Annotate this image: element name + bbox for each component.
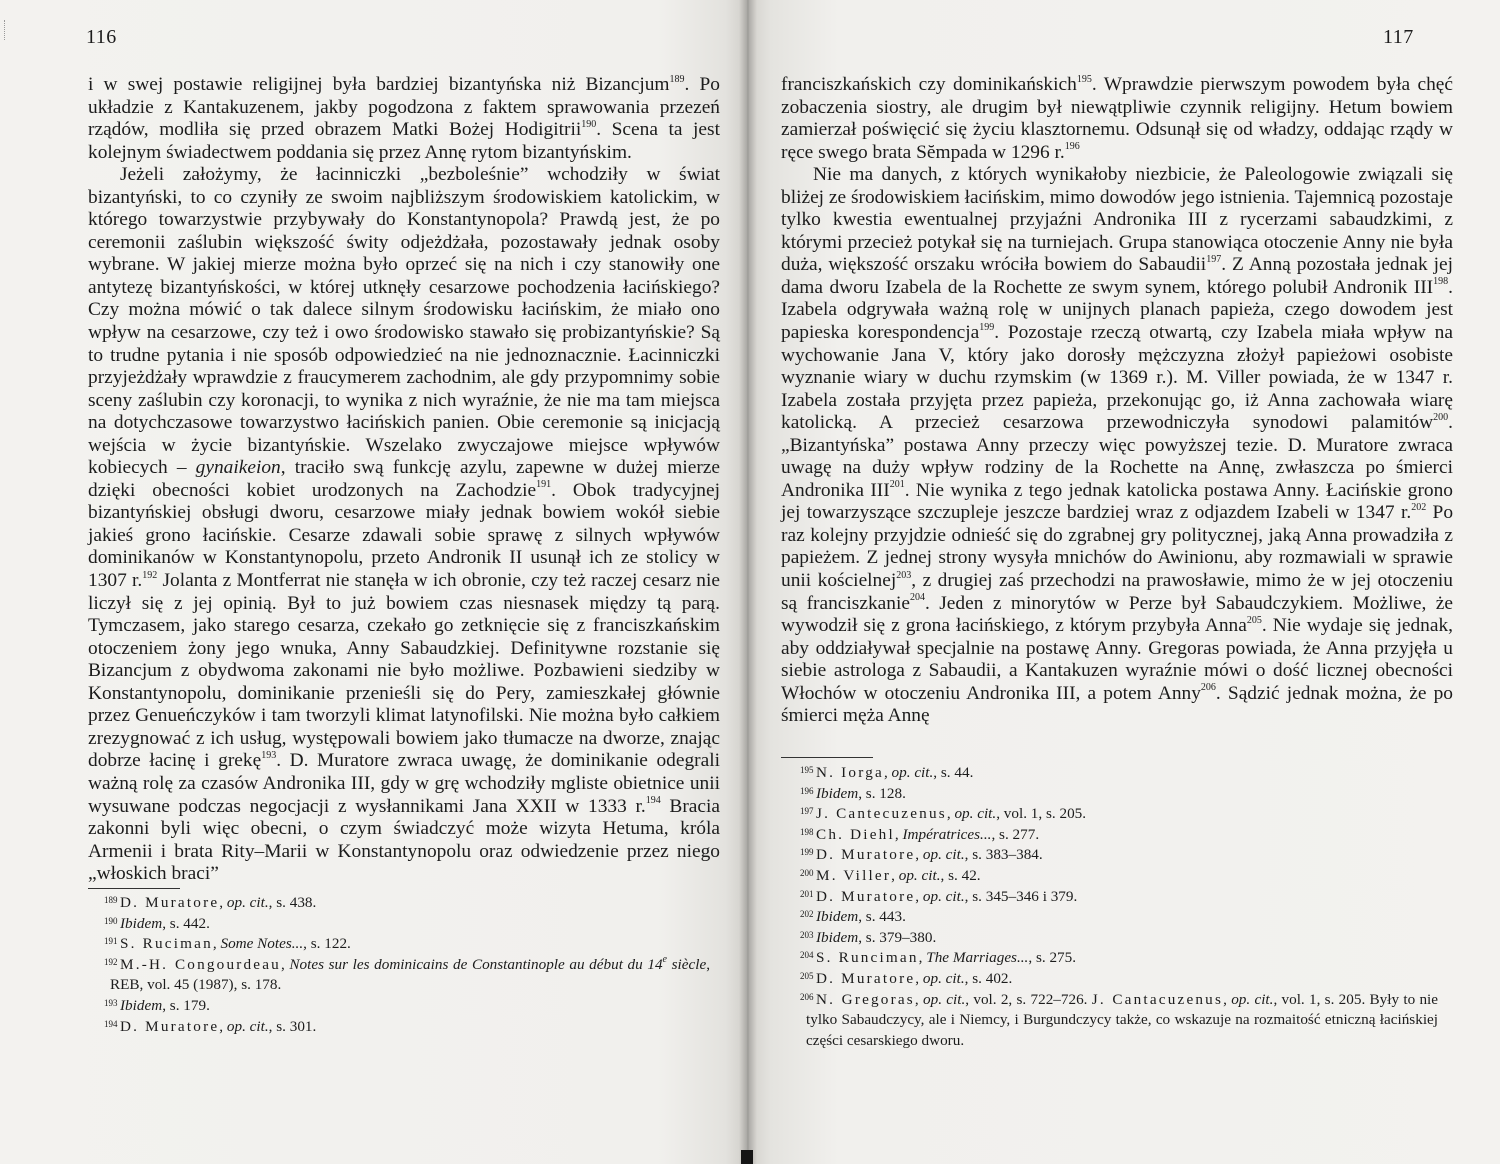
italic-text: Ibidem — [816, 928, 859, 946]
footnote-number: 189 — [104, 895, 118, 905]
footnote-marker: 195 — [1076, 73, 1092, 85]
text-run: , — [914, 990, 924, 1008]
text-run: , s. 179. — [162, 996, 210, 1014]
text-run: , s. 44. — [933, 764, 974, 781]
italic-text: Ibidem — [120, 914, 163, 932]
footnote-text — [816, 764, 973, 781]
author-name: N. Gregoras — [816, 990, 915, 1008]
text-run: , — [918, 949, 927, 967]
author-name: J. Cantacuzenus — [1091, 990, 1224, 1008]
text-run: , — [915, 887, 923, 905]
footnote-number: 204 — [800, 950, 814, 961]
footnote-number: 195 — [800, 765, 814, 775]
footnote-text — [120, 1018, 316, 1035]
footnote-text — [110, 953, 710, 994]
footnote-text — [120, 997, 210, 1014]
italic-text: op. cit. — [954, 805, 997, 823]
author-name: Ch. Diehl — [816, 825, 895, 843]
footnote-text — [816, 949, 1076, 966]
footnote-marker: 189 — [669, 73, 685, 85]
text-run: Nie ma danych, z których wynikałoby niezbicie, że Paleologowie związali się bliżej ze środowiskiem łacińskim, mimo dowodów jego istnienia. Tajemnicą pozostaje tylko kwestia ewentualnej przyjaźni Andronika III z rycerzami sabaudzkimi, z którymi przecież potykał się na turniejach. Grupa stanowiąca otoczenie Anny nie była duża, większość orszaku wróciła bowiem do Sabaudii — [781, 164, 1453, 276]
text-run: , s. 277. — [991, 825, 1040, 843]
book-spine — [741, 1150, 753, 1164]
footnote-number: 200 — [800, 867, 814, 878]
text-run: . Nie wynika z tego jednak katolicka postawa Anny. Łacińskie grono jej towarzyszące szczupleje jeszcze bardziej wraz z odjazdem Izabeli w 1347 r. — [781, 479, 1453, 524]
footnote-number: 192 — [104, 956, 118, 967]
footnote-text — [816, 785, 906, 802]
author-name: D. Muratore — [120, 894, 220, 911]
text-run: , s. 379–380. — [858, 928, 937, 946]
text-run: , s. 442. — [162, 914, 210, 932]
text-run: i w swej postawie religijnej była bardziej bizantyńska niż Bizancjum — [88, 74, 670, 95]
footnote-text — [816, 867, 981, 884]
italic-text: Impératrices... — [902, 825, 992, 843]
footnote-marker: 198 — [1433, 276, 1449, 288]
footnote-text — [816, 805, 1086, 822]
text-run: . Jeden z minorytów w Perze był Sabaudczykiem. Możliwe, że wywodził się z grona łacińskiego, z którym przybyła Anna — [781, 592, 1453, 637]
footnote — [800, 907, 1438, 928]
author-name: D. Muratore — [816, 846, 916, 864]
footnote-number: 203 — [800, 929, 814, 940]
text-run: , s. 122. — [303, 935, 351, 953]
footnote — [104, 996, 710, 1017]
italic-text: Ibidem — [816, 908, 859, 926]
footnote-marker: 196 — [1064, 141, 1080, 153]
text-run: , s. 42. — [940, 866, 981, 884]
footnote-text — [120, 894, 316, 911]
footnote — [104, 893, 710, 914]
footnote-text — [816, 826, 1039, 843]
footnote-number: 199 — [800, 847, 814, 858]
footnote-marker: 205 — [1246, 614, 1262, 626]
footnote-text — [816, 908, 906, 925]
italic-text: siècle — [667, 955, 707, 973]
footnote-text — [816, 970, 1012, 987]
text-run: , s. 345–346 i 379. — [964, 887, 1078, 905]
italic-text: Some Notes... — [220, 935, 304, 953]
text-run: , — [212, 935, 221, 953]
italic-text: op. cit. — [898, 866, 941, 884]
author-name: J. Cantecuzenus — [816, 805, 947, 823]
footnote-text — [816, 929, 936, 946]
footnote-marker: 204 — [909, 592, 925, 604]
italic-text: op. cit. — [922, 969, 965, 987]
author-name: M.-H. Congourdeau — [120, 955, 281, 973]
italic-text: op. cit. — [922, 846, 965, 864]
paragraph — [88, 74, 720, 164]
footnotes — [800, 763, 1439, 1051]
text-run: , s. 402. — [964, 969, 1013, 987]
footnote-number: 205 — [800, 970, 814, 981]
text-run: , — [915, 846, 923, 864]
footnote-number: 198 — [800, 826, 814, 837]
footnote-marker: 199 — [979, 321, 995, 333]
author-name: S. Ruciman — [120, 935, 213, 953]
footnote-number: 196 — [800, 785, 814, 796]
text-run: , s. 383–384. — [964, 846, 1043, 864]
text-run: , s. 128. — [858, 784, 906, 802]
text-run: , — [915, 969, 923, 987]
footnote — [800, 845, 1438, 866]
text-run: Bracia zakonni byli więc obecni, o czym świadczyć może wizyta Hetuma, króla Armenii i brata Rity–Marii w Konstantynopolu oraz odwiedzenie przez niego „włoskich braci” — [88, 795, 720, 885]
footnote-marker: 190 — [581, 118, 597, 130]
text-run: . Wprawdzie pierwszym powodem była chęć zobaczenia siostry, ale drugim był niewątpliwie czynnik religijny. Hetum bowiem zamierzał poświęcić się życiu klasztornemu. Odsunął się od władzy, oddając rządy w ręce swego brata Sĕmpada w 1296 r. — [781, 74, 1453, 163]
author-name: D. Muratore — [816, 887, 916, 905]
footnote — [800, 990, 1439, 1052]
footnote-number: 202 — [800, 909, 814, 920]
italic-text: The Marriages... — [926, 949, 1029, 967]
footnote-text — [816, 888, 1077, 905]
footnote — [104, 1017, 710, 1038]
footnote-rule — [88, 888, 180, 889]
footnote-marker: 191 — [536, 479, 552, 491]
italic-text: op. cit. — [226, 1017, 269, 1035]
page-edge-mark — [4, 20, 13, 40]
author-name: N. Iorga — [816, 764, 884, 781]
text-run: , — [891, 866, 899, 884]
italic-text: op. cit. — [891, 764, 934, 781]
italic-text: op. cit. — [1231, 990, 1274, 1008]
footnote-marker: 203 — [896, 569, 912, 581]
footnote — [104, 953, 710, 996]
body-text — [88, 74, 720, 886]
text-run: . Nie wydaje się jednak, aby oddziaływał specjalnie na postawę Anny. Gregoras powiada, że Anna przyjęła u siebie astrologa z Sabaudii, a Kantakuzen wyraźnie mówi o dość licznej obecności Włochów w otoczeniu Andronika III, a potem Anny — [781, 615, 1453, 704]
text-run: , — [946, 805, 955, 823]
italic-text: op. cit. — [226, 894, 269, 911]
footnotes — [104, 893, 710, 1037]
author-name: D. Muratore — [816, 969, 916, 987]
paragraph — [781, 164, 1453, 728]
footnote-number: 191 — [104, 936, 118, 947]
author-name: S. Runciman — [816, 949, 919, 967]
footnote-number: 201 — [800, 888, 814, 899]
text-run: , s. 275. — [1028, 949, 1077, 967]
text-run: , — [219, 1017, 227, 1035]
footnote — [800, 948, 1438, 969]
footnote-text — [816, 846, 1043, 863]
text-run: Po raz kolejny przyjdzie odnieść się do zgrabnej gry politycznej, jaką Anna prowadziła z papieżem. Z jednej strony wysyła mnichów do Awinionu, aby rozmawiali w sprawie unii kościelnej — [781, 502, 1454, 592]
page-number: 116 — [86, 26, 117, 48]
footnote-number: 190 — [104, 915, 118, 926]
paragraph — [88, 164, 720, 886]
text-run: . Pozostaje rzeczą otwartą, czy Izabela miała wpływ na wychowanie Jana V, który jako dorosły mężczyzna złożył papieżowi osobiste wyznanie wiary w duchu rzymskim (w 1369 r.). M. Viller powiada, że w 1347 r. Izabela została przyjęta przez papieża, przekonując go, iż Anna zachowała wiarę katolicką. A przecież cesarzowa przewodniczyła synodowi palamitów — [781, 322, 1453, 434]
footnote-marker: 197 — [1206, 253, 1222, 265]
text-run: . Izabela odgrywała ważną rolę w unijnych planach papieża, czego dowodem jest papieska korespondencja — [781, 276, 1453, 344]
text-run: , vol. 1, s. 205. Były to nie tylko Sabaudczycy, ale i Niemcy, i Burgundczycy także, co wskazuje na rozmaitość etniczną łacińskiej części cesarskiego dworu. — [806, 990, 1439, 1049]
footnote-number: 193 — [104, 997, 118, 1008]
text-run: . Sądzić jednak można, że po śmierci męża Annę — [781, 682, 1453, 727]
author-name: M. Viller — [816, 866, 892, 884]
text-run: . Po układzie z Kantakuzenem, jakby pogodzona z faktem sprawowania przezeń rządów, modliła się przed obrazem Matki Bożej Hodigitrii — [88, 74, 720, 141]
footnote-marker: 194 — [645, 795, 661, 807]
text-run: Jeżeli założymy, że łacinniczki „bezboleśnie” wchodziły w świat bizantyński, to co czyniły ze swoim najbliższym środowiskiem katolickim, w którego towarzystwie przybywały do Konstantynopola? Prawdą jest, że po ceremonii zaślubin większość świty odjeżdżała, pozostawały jednak osoby wybrane. W jakiej mierze można było oprzeć się na nich i czy stanowiły one antytezę bizantyńskości, w której utknęły cesarzowe pochodzenia łacińskiego? Czy można mówić o tak dalece silnym środowisku łacińskim, że miało ono wpływ na cesarzowe, czy też i owo środowisko stawało się probizantyńskie? Są to trudne pytania i nie sposób odpowiedzieć na nie jednoznacznie. Łacinniczki przyjeżdżały wprawdzie z fraucymerem zachodnim, ale gdy przypomnimy sobie sceny zaślubin czy koronacji, to wynika z nich wyraźnie, że nie ma tam miejsca na dotychczasowe towarzystwo łacińskich panien. Obie ceremonie są inicjacją wejścia w życie bizantyńskie. Wszelako zwyczajowe miejsce wpływów kobiecych – — [88, 164, 720, 479]
text-run: . D. Muratore zwraca uwagę, że dominikanie odegrali ważną rolę za czasów Andronika III, gdy w grę wchodziły mgliste obietnice unii wysuwane podczas negocjacji z wysłannikami Jana XXII w 1333 r. — [88, 750, 720, 817]
superscript-text: e — [662, 953, 667, 965]
text-run: , traciło swą funkcję azylu, zapewne w dużej mierze dzięki obecności kobiet urodzonych na Zachodzie — [88, 457, 720, 501]
italic-text: gynaikeion — [195, 457, 281, 479]
text-run: , z drugiej zaś przechodzi na prawosławie, mimo że w jej otoczeniu są franciszkanie — [781, 570, 1453, 614]
italic-text: op. cit. — [923, 990, 966, 1008]
italic-text: op. cit. — [922, 887, 965, 905]
footnote-number: 197 — [800, 806, 814, 817]
author-name: D. Muratore — [120, 1017, 220, 1035]
footnote-number: 206 — [800, 991, 814, 1002]
italic-text: Ibidem — [120, 996, 163, 1014]
text-run: , — [219, 894, 227, 911]
footnote — [800, 804, 1438, 825]
book-gutter — [739, 0, 757, 1164]
footnote-marker: 201 — [889, 479, 905, 491]
footnote — [800, 928, 1438, 949]
footnote-text — [120, 935, 351, 952]
italic-text: Notes sur les dominicains de Constantinople au début du — [289, 955, 648, 973]
text-run: , — [894, 825, 903, 843]
text-run: franciszkańskich czy dominikańskich — [781, 74, 1077, 95]
body-text — [781, 74, 1453, 728]
left-page — [0, 0, 748, 1164]
footnote — [800, 969, 1438, 990]
footnote-rule — [781, 757, 873, 758]
italic-text: 14 — [647, 955, 663, 973]
footnote-text — [120, 915, 210, 932]
text-run: , — [1223, 990, 1232, 1008]
text-run: , — [280, 955, 290, 973]
footnote — [800, 784, 1438, 805]
footnote — [104, 934, 710, 955]
footnote — [104, 914, 710, 935]
text-run: . Z Anną pozostała jednak jej dama dworu Izabela de la Rochette ze swym synem, którego polubił Andronik III — [781, 254, 1453, 298]
footnote — [800, 825, 1438, 846]
footnote-marker: 192 — [142, 569, 158, 581]
italic-text: Ibidem — [816, 784, 859, 802]
footnote-marker: 200 — [1433, 411, 1449, 423]
text-run: Jolanta z Montferrat nie stanęła w ich obronie, czy też raczej cesarz nie liczył się z jej opinią. Był to już bowiem czas niesnasek między tą parą. Tymczasem, jako starego cesarza, czekało go zetknięcie się z franciszkańskim otoczeniem żony jego wnuka, Anny Sabaudzkiej. Definitywne rozstanie się Bizancjum z obydwoma zakonami nie było możliwe. Pozbawieni siedziby w Konstantynopolu, dominikanie przenieśli się do Pery, zamieszkałej głównie przez Genueńczyków i tam tworzyli klimat latynofilski. Nie można było całkiem zrezygnować z ich usług, występowali bowiem jako tłumacze na dworze, znając dobrze łacinę i grekę — [88, 570, 720, 772]
paragraph — [781, 74, 1453, 164]
footnote-marker: 202 — [1411, 501, 1427, 513]
page-number: 117 — [1383, 26, 1414, 48]
text-run: , s. 301. — [268, 1017, 317, 1035]
footnote — [800, 887, 1438, 908]
text-run: , s. 443. — [858, 908, 906, 926]
text-run: . „Bizantyńska” postawa Anny przeczy więc powyższej tezie. D. Muratore zwraca uwagę na duży wpływ rodziny de la Rochette na Annę, zwłaszcza po śmierci Andronika III — [781, 412, 1453, 501]
footnote — [800, 763, 1438, 784]
text-run: , vol. 2, s. 722–726. — [965, 990, 1092, 1008]
footnote-marker: 206 — [1200, 682, 1216, 694]
footnote-text — [806, 991, 1438, 1049]
text-run: , REB, vol. 45 (1987), s. 178. — [110, 955, 710, 994]
text-run: , — [883, 764, 892, 781]
text-run: , vol. 1, s. 205. — [996, 805, 1087, 823]
right-page — [748, 0, 1500, 1164]
text-run: . Obok tradycyjnej bizantyńskiej obsługi dworu, cesarzowe miały jednak bowiem wokół siebie jakieś grono łacińskie. Cesarze zdawali sobie sprawę z silnych wpływów dominikanów w Konstantynopolu, przeto Andronik II usunął ich ze stolicy w 1307 r. — [88, 479, 720, 592]
footnote-number: 194 — [104, 1018, 118, 1029]
footnote-marker: 193 — [261, 749, 277, 761]
footnote — [800, 866, 1438, 887]
text-run: . Scena ta jest kolejnym świadectwem poddania się przez Annę rytom bizantyńskim. — [88, 119, 720, 163]
text-run: , s. 438. — [268, 894, 317, 911]
